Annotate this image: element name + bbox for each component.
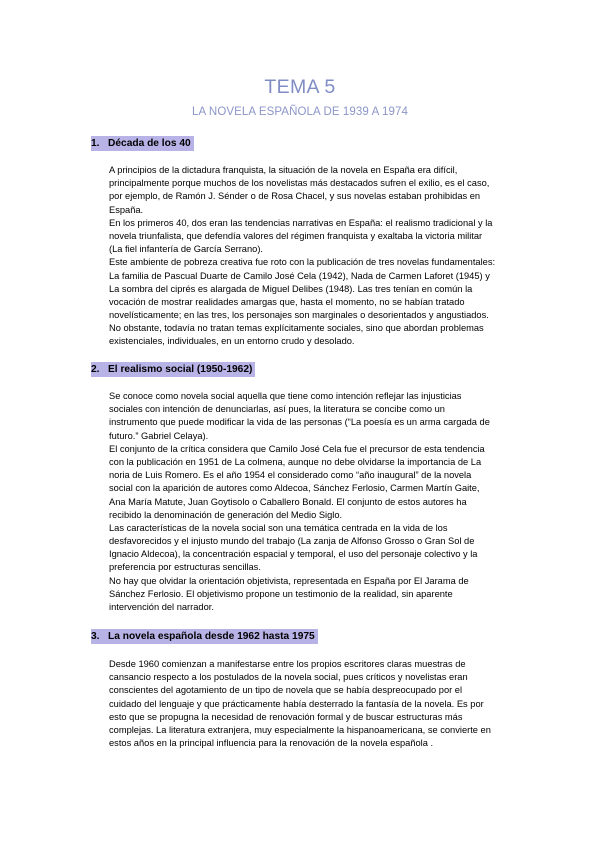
paragraph-line: No obstante, todavía no tratan temas explícitamente sociales, sino que abordan problemas <box>109 323 484 334</box>
paragraph-line: con la publicación en 1951 de La colmena, aunque no debe olvidarse la importancia de La <box>109 456 482 467</box>
section-number: 3. <box>91 631 100 642</box>
paragraph-line: preferencia por estructuras sencillas. <box>109 562 261 573</box>
paragraph-line: desfavorecidos y el injusto mundo del trabajo (La zanja de Alfonso Grosso o Gran Sol de <box>109 536 475 547</box>
paragraph-line: instrumento que puede modificar la vida de las personas (“La poesía es un arma cargada de <box>109 417 490 428</box>
paragraph-line: novelísticamente; en las tres, los personajes son marginales o desorientados y angustiados. <box>109 310 489 321</box>
paragraph-line: La familia de Pascual Duarte de Camilo José Cela (1942), Nada de Carmen Laforet (1945) y <box>109 270 490 281</box>
paragraph-line: esto que se propugna la necesidad de renovación formal y de buscar estructuras más <box>109 711 463 722</box>
paragraph-line: futuro.” Gabriel Celaya). <box>109 430 209 441</box>
paragraph-line: existenciales, individuales, en un entorno crudo y desolado. <box>109 336 355 347</box>
paragraph-line: principalmente porque muchos de los novelistas más destacados sufren el exilio, es el caso, <box>109 178 490 189</box>
section-body-2 <box>109 390 529 614</box>
section-body-3 <box>109 658 529 750</box>
paragraph-line: sociales con intención de denunciarlas, así pues, la literatura se concibe como un <box>109 404 445 415</box>
paragraph-line: cuidado del lenguaje y que prácticamente había desterrado la fantasía de la novela. Es por <box>109 698 484 709</box>
section-heading-2 <box>91 362 255 377</box>
paragraph-line: España. <box>109 204 144 215</box>
section-title: Década de los 40 <box>108 138 191 149</box>
section-heading-3 <box>91 629 318 644</box>
section-number: 1. <box>91 138 100 149</box>
paragraph-line: estos años en la principal influencia para la renovación de la novela española . <box>109 738 434 749</box>
paragraph-line: por ejemplo, de Ramón J. Sénder o de Rosa Chacel, y sus novelas estaban prohibidas en <box>109 191 481 202</box>
paragraph-line: En los primeros 40, dos eran las tendencias narrativas en España: el realismo tradicional y la <box>109 217 493 228</box>
paragraph-line: novela triunfalista, que defendía valores del régimen franquista y exaltaba la victoria militar <box>109 230 483 241</box>
paragraph-line: Ana María Matute, Juan Goytisolo o Caballero Bonald. El conjunto de estos autores ha <box>109 496 467 507</box>
paragraph-line: conscientes del agotamiento de un tipo de novela que se había despreocupado por el <box>109 685 463 696</box>
section-body-1 <box>109 164 529 349</box>
paragraph-line: Este ambiente de pobreza creativa fue roto con la publicación de tres novelas fundamentales: <box>109 257 496 268</box>
section-title: El realismo social (1950-1962) <box>108 364 253 375</box>
paragraph-line: La sombra del ciprés es alargada de Miguel Delibes (1948). Las tres tenían en común la <box>109 283 473 294</box>
paragraph-line: Las características de la novela social son una temática centrada en la vida de los <box>109 522 448 533</box>
paragraph-line: cansancio respecto a los postulados de la novela social, pues críticos y novelistas eran <box>109 672 468 683</box>
paragraph-line: noria de Luis Romero. Es el año 1954 el considerado como “año inaugural” de la novela <box>109 470 472 481</box>
paragraph-line: vocación de mostrar realidades amargas que, hasta el momento, no se habían tratado <box>109 296 465 307</box>
page-subtitle: LA NOVELA ESPAÑOLA DE 1939 A 1974 <box>192 106 408 118</box>
paragraph-line: (La fiel infantería de García Serrano). <box>109 244 263 255</box>
paragraph-line: Desde 1960 comienzan a manifestarse entre los propios escritores claras muestras de <box>109 659 466 669</box>
section-number: 2. <box>91 364 100 375</box>
section-title: La novela española desde 1962 hasta 1975 <box>108 631 315 642</box>
paragraph-line: intervención del narrador. <box>109 602 214 612</box>
paragraph-line: complejas. La literatura extranjera, muy especialmente la hispanoamericana, se convierte en <box>109 724 491 735</box>
paragraph-line: El conjunto de la crítica considera que Camilo José Cela fue el precursor de esta tendencia <box>109 443 485 454</box>
paragraph-line: recibido la denominación de generación del Medio Siglo. <box>109 509 343 520</box>
paragraph-line: social con la aparición de autores como Aldecoa, Sánchez Ferlosio, Carmen Martín Gaite, <box>109 483 480 494</box>
paragraph-line: No hay que olvidar la orientación objetivista, representada en España por El Jarama de <box>109 575 469 586</box>
paragraph-line: A principios de la dictadura franquista, la situación de la novela en España era difícil, <box>109 165 458 175</box>
paragraph-line: Ignacio Aldecoa), la concentración espacial y temporal, el uso del personaje colectivo y la <box>109 549 478 560</box>
section-heading-1 <box>91 136 194 151</box>
page-title: TEMA 5 <box>264 76 336 98</box>
paragraph-line: Sánchez Ferlosio. El objetivismo propone un testimonio de la realidad, sin aparente <box>109 588 453 599</box>
paragraph-line: Se conoce como novela social aquella que tiene como intención reflejar las injusticias <box>109 391 462 401</box>
